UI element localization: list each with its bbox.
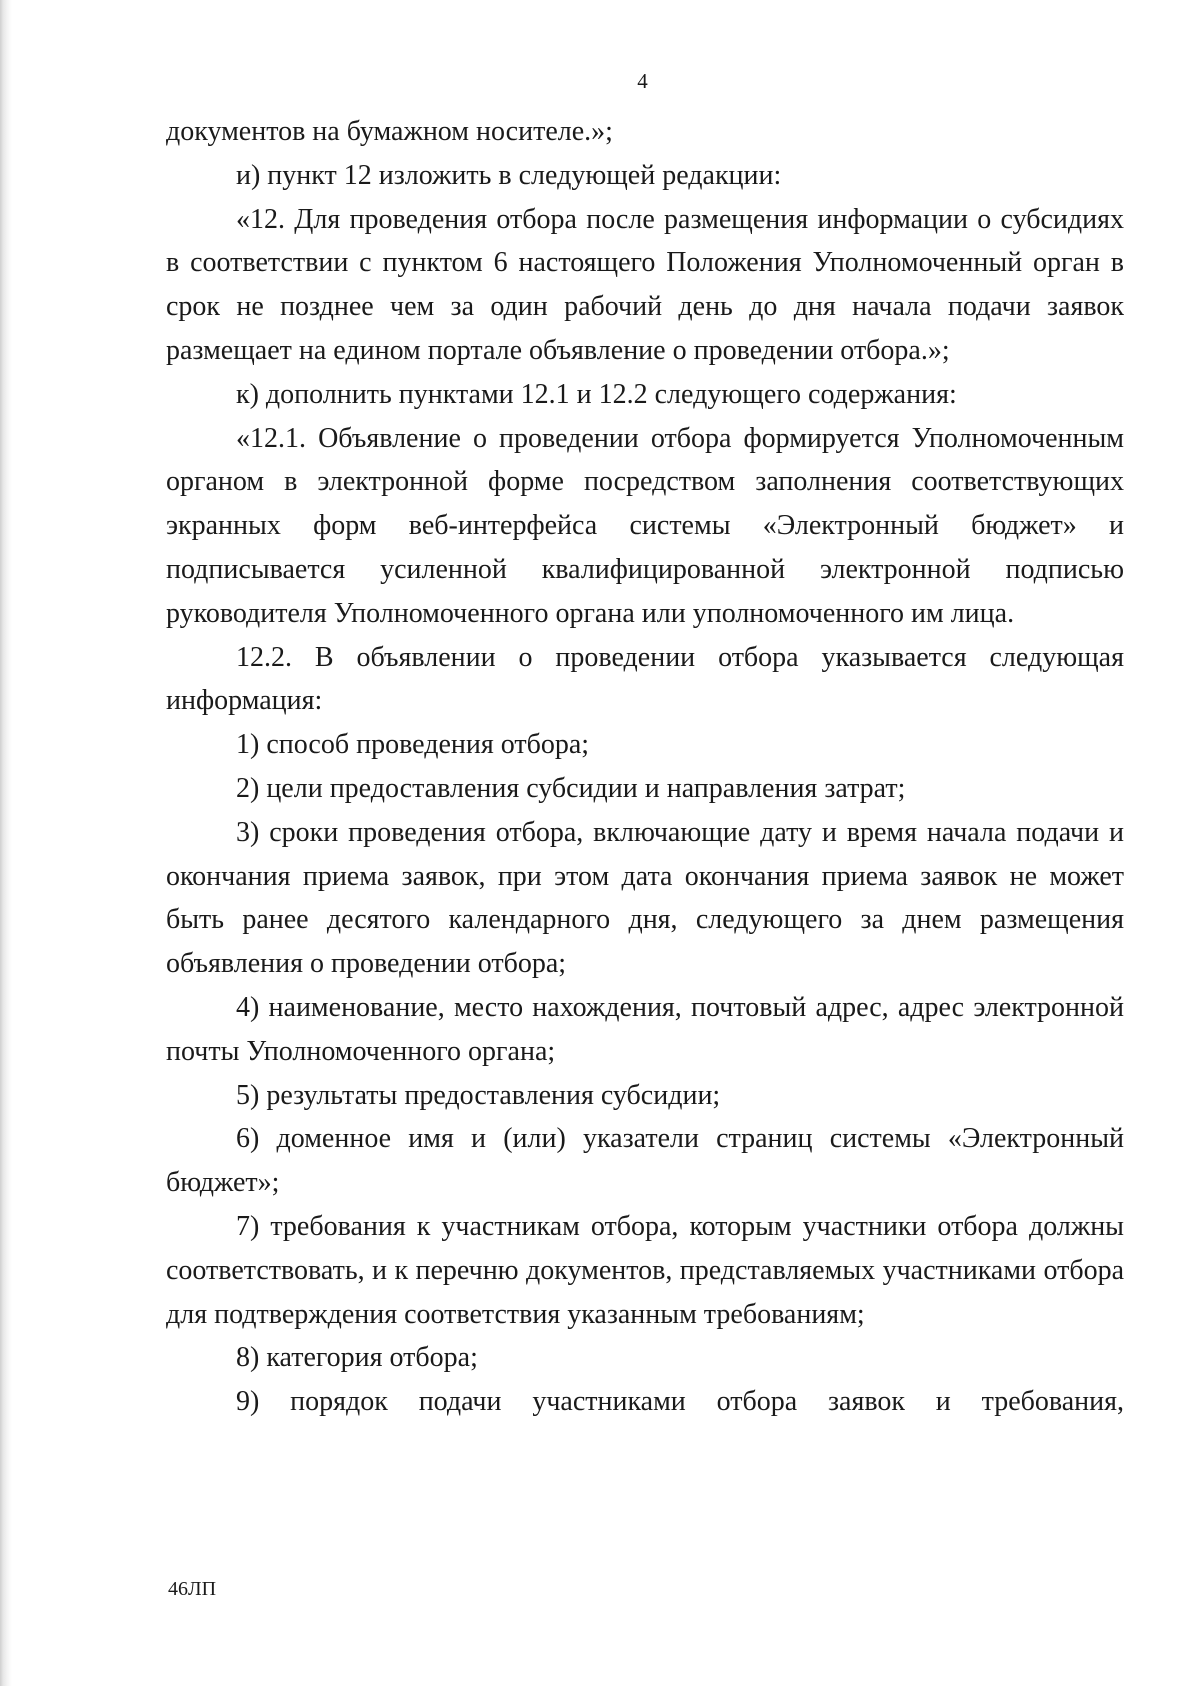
page-number: 4 — [637, 69, 648, 93]
list-item-2: 2) цели предоставления субсидии и направления затрат; — [236, 772, 906, 804]
paragraph-continuation: документов на бумажном носителе.»; — [166, 116, 613, 147]
document-body — [166, 110, 1124, 1424]
list-item-6: 6) доменное имя и (или) указатели страниц системы «Электронный бюджет»; — [166, 1123, 1124, 1199]
list-item-1: 1) способ проведения отбора; — [236, 729, 590, 761]
list-item-8: 8) категория отбора; — [236, 1342, 478, 1374]
list-item-4: 4) наименование, место нахождения, почтовый адрес, адрес электронной почты Уполномоченного органа; — [166, 991, 1124, 1067]
list-item-7: 7) требования к участникам отбора, которым участники отбора должны соответствовать, и к перечню документов, представляемых участниками отбора для подтверждения соответствия указанным требованиям; — [166, 1210, 1124, 1330]
paragraph-point-12-1: «12.1. Объявление о проведении отбора формируется Уполномоченным органом в электронной форме посредством заполнения соответствующих экранных форм веб-интерфейса системы «Электронный бюджет» и подписывается усиленной квалифицированной электронной подписью руководителя Уполномоченного органа или уполномоченного им лица. — [166, 422, 1124, 629]
paragraph-item-i: и) пункт 12 изложить в следующей редакции: — [236, 159, 782, 191]
scan-edge — [0, 0, 12, 1686]
list-item-3: 3) сроки проведения отбора, включающие дату и время начала подачи и окончания приема заявок, при этом дата окончания приема заявок не может быть ранее десятого календарного дня, следующего за днем размещения объявления о проведении отбора; — [166, 816, 1124, 980]
list-item-9: 9) порядок подачи участниками отбора заявок и требования, — [236, 1386, 1124, 1418]
list-item-5: 5) результаты предоставления субсидии; — [236, 1079, 721, 1111]
paragraph-item-k: к) дополнить пунктами 12.1 и 12.2 следующего содержания: — [236, 378, 957, 410]
paragraph-point-12-2: 12.2. В объявлении о проведении отбора указывается следующая информация: — [166, 641, 1124, 717]
footer-code: 46ЛП — [168, 1578, 217, 1600]
paragraph-point-12: «12. Для проведения отбора после размещения информации о субсидиях в соответствии с пунктом 6 настоящего Положения Уполномоченный орган в срок не позднее чем за один рабочий день до дня начала подачи заявок размещает на едином портале объявление о проведении отбора.»; — [166, 203, 1124, 366]
